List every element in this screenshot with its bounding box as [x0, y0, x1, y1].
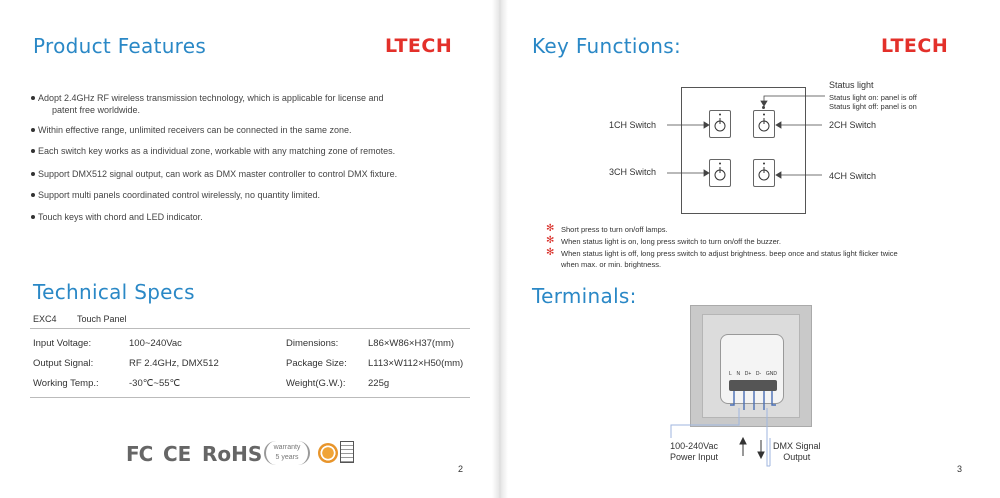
dmx-output-label: [773, 441, 821, 463]
feature-item: Adopt 2.4GHz RF wireless transmission technology, which is applicable for license and: [38, 92, 384, 104]
dimensions-label: Dimensions:: [286, 338, 339, 349]
output-signal-value: RF 2.4GHz, DMX512: [129, 358, 219, 369]
feature-item: Support DMX512 signal output, can work as DMX master controller to control DMX fixture.: [38, 168, 397, 180]
dmx-output-text: Output: [783, 452, 811, 462]
product-features-title: Product Features: [33, 34, 207, 58]
pin-l-label: L: [729, 371, 732, 377]
cert-box-icon: [340, 441, 354, 463]
page-number-left: 2: [458, 464, 464, 474]
warranty-badge: [264, 441, 310, 465]
page-spine: [492, 0, 508, 498]
specs-rule-bottom: [30, 397, 470, 398]
technical-specs-title: Technical Specs: [33, 280, 195, 304]
ce-logo: CE: [163, 442, 192, 466]
dmx-signal-text: DMX Signal: [773, 441, 821, 451]
model-number: EXC4: [33, 314, 57, 324]
power-icon: [710, 111, 730, 137]
note-item: ✻ Short press to turn on/off lamps.: [546, 223, 668, 234]
status-light-label: Status light: [829, 80, 874, 90]
page-number-right: 3: [957, 464, 963, 474]
key-functions-title: Key Functions:: [532, 34, 682, 58]
switch-3-label: 3CH Switch: [609, 167, 657, 177]
ltech-logo: LTECH: [385, 35, 453, 57]
specs-rule-top: [30, 328, 470, 329]
ltech-logo-right: LTECH: [881, 35, 949, 57]
note-item-continuation: when max. or min. brightness.: [561, 260, 662, 269]
warranty-text: warranty: [273, 444, 301, 451]
terminal-strip: [729, 380, 777, 391]
pin-n-label: N: [736, 371, 741, 377]
switch-2-label: 2CH Switch: [829, 120, 877, 130]
output-signal-label: Output Signal:: [33, 358, 94, 369]
feature-item-continuation: patent free worldwide.: [52, 105, 141, 115]
fc-logo: FC: [126, 442, 153, 466]
package-size-label: Package Size:: [286, 358, 347, 369]
switch-3-key[interactable]: [709, 159, 731, 187]
panel-diagram: [681, 87, 806, 214]
note-item: ✻ When status light is off, long press switch to adjust brightness. beep once and status light flicker twice: [546, 247, 898, 258]
input-voltage-label: Input Voltage:: [33, 338, 92, 349]
switch-2-key[interactable]: [753, 110, 775, 138]
power-input-voltage: 100-240Vac: [670, 441, 718, 451]
module-body: [720, 334, 784, 404]
feature-item: Touch keys with chord and LED indicator.: [38, 211, 203, 223]
feature-item: Within effective range, unlimited receivers can be connected in the same zone.: [38, 124, 352, 136]
input-voltage-value: 100~240Vac: [129, 338, 182, 349]
terminal-labels: [729, 371, 777, 377]
switch-1-key[interactable]: [709, 110, 731, 138]
status-off-text: Status light off: panel is on: [829, 102, 917, 111]
working-temp-label: Working Temp.:: [33, 378, 99, 389]
note-item: ✻ When status light is on, long press switch to turn on/off the buzzer.: [546, 235, 781, 246]
model-description: Touch Panel: [77, 314, 127, 324]
working-temp-value: -30℃~55℃: [129, 378, 181, 389]
power-input-text: Power Input: [670, 452, 719, 462]
rohs-logo: RoHS: [202, 442, 263, 466]
power-icon: [754, 111, 774, 137]
switch-4-label: 4CH Switch: [829, 171, 877, 181]
warranty-years: 5 years: [275, 454, 299, 461]
dimensions-value: L86×W86×H37(mm): [368, 338, 455, 349]
status-light-led: [762, 106, 765, 109]
pin-gnd-label: GND: [765, 371, 777, 377]
cert-seal-icon: [318, 443, 338, 463]
power-input-label: [670, 441, 718, 463]
weight-value: 225g: [368, 378, 390, 389]
switch-4-key[interactable]: [753, 159, 775, 187]
power-icon: [710, 160, 730, 186]
pin-dplus-label: D+: [744, 371, 752, 377]
package-size-value: L113×W112×H50(mm): [368, 358, 464, 369]
switch-1-label: 1CH Switch: [609, 120, 657, 130]
pin-dminus-label: D-: [755, 371, 762, 377]
power-icon: [754, 160, 774, 186]
feature-item: Each switch key works as a individual zone, workable with any matching zone of remotes.: [38, 145, 395, 157]
feature-item: Support multi panels coordinated control wirelessly, no quantity limited.: [38, 189, 320, 201]
weight-label: Weight(G.W.):: [286, 378, 346, 389]
status-on-text: Status light on: panel is off: [829, 93, 917, 102]
terminals-title: Terminals:: [532, 284, 637, 308]
